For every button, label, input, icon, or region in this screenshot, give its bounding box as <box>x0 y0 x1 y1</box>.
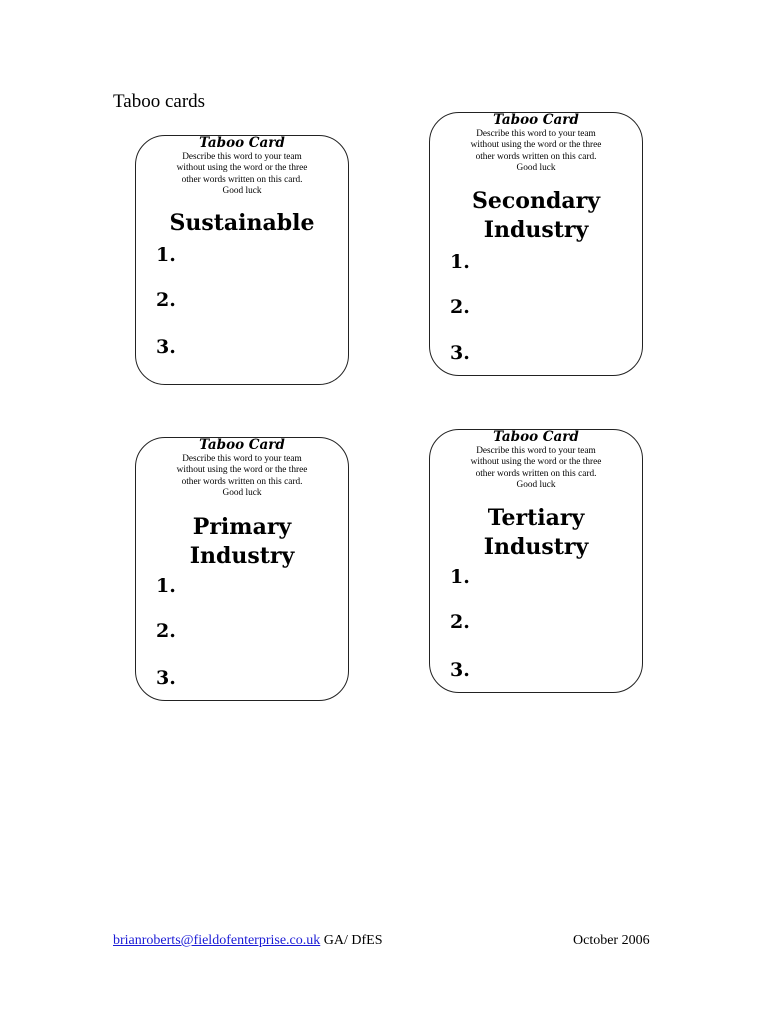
instruction-line: other words written on this card. <box>475 151 597 162</box>
taboo-slot-2: 2. <box>156 620 176 642</box>
taboo-card-secondary-industry <box>429 112 643 376</box>
taboo-card-tertiary-industry <box>429 429 643 693</box>
card-word-line: Tertiary <box>487 505 585 531</box>
taboo-card-sustainable <box>135 135 349 385</box>
footer-date: October 2006 <box>573 933 650 948</box>
taboo-slot-1: 1. <box>156 575 176 597</box>
card-word <box>136 513 348 571</box>
instruction-line: other words written on this card. <box>181 174 303 185</box>
card-instructions <box>442 446 630 492</box>
card-instructions <box>148 152 336 198</box>
instruction-line: without using the word or the three <box>176 465 308 476</box>
instruction-line: Describe this word to your team <box>476 129 596 139</box>
taboo-slot-2: 2. <box>450 611 470 633</box>
card-title: Taboo Card <box>199 437 285 453</box>
card-instructions <box>442 129 630 175</box>
page-title: Taboo cards <box>113 91 206 112</box>
instruction-line: other words written on this card. <box>475 468 597 479</box>
author-email-link[interactable]: brianroberts@fieldofenterprise.co.uk <box>113 933 321 948</box>
card-title: Taboo Card <box>493 429 579 445</box>
instruction-line: Good luck <box>222 186 262 197</box>
card-word <box>136 209 348 238</box>
instruction-line: Describe this word to your team <box>182 152 302 162</box>
taboo-slot-2: 2. <box>450 296 470 318</box>
instruction-line: Good luck <box>222 488 262 499</box>
card-word-line: Sustainable <box>169 210 315 236</box>
card-word <box>430 504 642 562</box>
footer-org: GA/ DfES <box>320 933 383 948</box>
card-title: Taboo Card <box>493 112 579 128</box>
taboo-card-primary-industry <box>135 437 349 701</box>
taboo-slot-3: 3. <box>156 667 176 689</box>
instruction-line: Good luck <box>516 480 556 491</box>
taboo-slot-3: 3. <box>450 342 470 364</box>
instruction-line: without using the word or the three <box>470 140 602 151</box>
taboo-slot-2: 2. <box>156 289 176 311</box>
card-word-line: Primary <box>192 514 292 540</box>
card-word-line: Secondary <box>472 188 600 214</box>
taboo-slot-1: 1. <box>450 566 470 588</box>
card-word-line: Industry <box>483 217 589 243</box>
taboo-slot-3: 3. <box>156 336 176 358</box>
instruction-line: Describe this word to your team <box>182 454 302 464</box>
taboo-slot-1: 1. <box>156 244 176 266</box>
instruction-line: without using the word or the three <box>176 163 308 174</box>
taboo-slot-3: 3. <box>450 659 470 681</box>
footer-left <box>113 932 383 950</box>
card-instructions <box>148 454 336 500</box>
taboo-slot-1: 1. <box>450 251 470 273</box>
instruction-line: other words written on this card. <box>181 476 303 487</box>
instruction-line: without using the word or the three <box>470 457 602 468</box>
instruction-line: Good luck <box>516 163 556 174</box>
card-word <box>430 187 642 245</box>
instruction-line: Describe this word to your team <box>476 446 596 456</box>
card-word-line: Industry <box>483 534 589 560</box>
card-title: Taboo Card <box>199 135 285 151</box>
card-word-line: Industry <box>189 543 295 569</box>
